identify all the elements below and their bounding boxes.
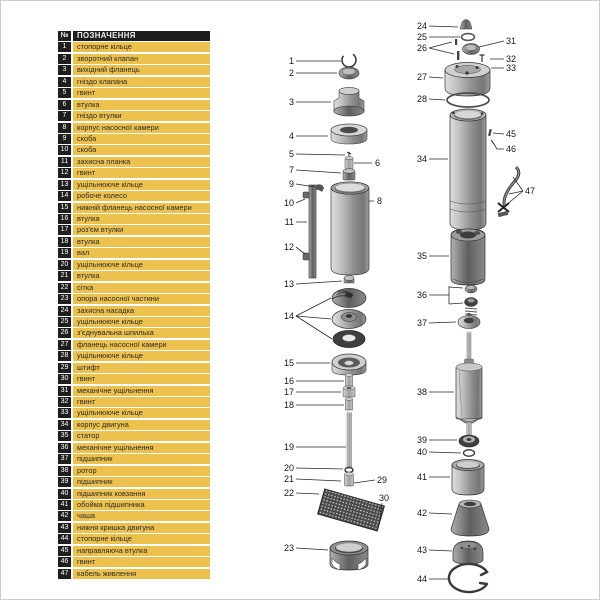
part-seal-ring-20 — [345, 468, 353, 473]
part-bushing-seat — [343, 169, 355, 180]
part-bushing-6 — [345, 156, 353, 169]
row-number: 46 — [58, 557, 71, 567]
callout-31: 31 — [506, 36, 517, 46]
row-number: 15 — [58, 203, 71, 213]
part-protective-strip — [303, 184, 324, 278]
row-label: ущільнююче кільце — [73, 260, 210, 270]
callout-42: 42 — [416, 508, 427, 518]
row-label: механічне ущільнення — [73, 386, 210, 396]
part-cup — [451, 500, 489, 536]
callout-2: 2 — [288, 68, 294, 78]
part-screw-46 — [491, 140, 494, 144]
row-label: фланець насосної камери — [73, 340, 210, 350]
row-label: механічне ущільнення — [73, 443, 210, 453]
row-number: 16 — [58, 214, 71, 224]
row-number: 3 — [58, 65, 71, 75]
part-sleeve-16 — [346, 374, 353, 387]
callout-1: 1 — [288, 56, 294, 66]
part-lower-motor-cap — [453, 541, 483, 564]
row-label: обойма підшипника — [73, 500, 210, 510]
callout-19: 19 — [283, 442, 294, 452]
part-sleeve-18 — [346, 398, 353, 411]
row-number: 29 — [58, 363, 71, 373]
row-number: 11 — [58, 157, 71, 167]
callout-17: 17 — [283, 387, 294, 397]
row-number: 18 — [58, 237, 71, 247]
motor-section-parts — [445, 20, 519, 593]
part-power-cable — [498, 167, 519, 217]
row-label: втулка — [73, 214, 210, 224]
row-number: 27 — [58, 340, 71, 350]
part-shaft — [347, 412, 352, 467]
callout-10: 10 — [283, 198, 294, 208]
row-number: 7 — [58, 111, 71, 121]
callout-26: 26 — [416, 43, 427, 53]
row-number: 28 — [58, 351, 71, 361]
part-impeller-stack — [332, 289, 366, 348]
part-chamber-flange — [445, 63, 490, 97]
row-number: 19 — [58, 248, 71, 258]
callout-5: 5 — [288, 149, 294, 159]
row-label: з'єднувальна шпилька — [73, 328, 210, 338]
row-label: втулка — [73, 271, 210, 281]
row-label: кабель живлення — [73, 569, 210, 579]
callout-33: 33 — [506, 63, 517, 73]
row-label: ущільнююче кільце — [73, 180, 210, 190]
row-number: 45 — [58, 546, 71, 556]
row-number: 40 — [58, 489, 71, 499]
callout-28: 28 — [416, 94, 427, 104]
row-number: 34 — [58, 420, 71, 430]
callout-14: 14 — [283, 311, 294, 321]
row-number: 10 — [58, 145, 71, 155]
part-screw-32 — [480, 55, 485, 62]
callout-34: 34 — [416, 154, 427, 164]
callout-23: 23 — [283, 543, 294, 553]
callout-20: 20 — [283, 463, 294, 473]
row-label: сітка — [73, 283, 210, 293]
row-label: підшипник — [73, 477, 210, 487]
callout-21: 21 — [283, 474, 294, 484]
row-label: ущільнююче кільце — [73, 351, 210, 361]
callout-6: 6 — [375, 158, 381, 168]
row-label: підшипник ковзання — [73, 489, 210, 499]
row-label: вал — [73, 248, 210, 258]
part-lower-flange — [332, 354, 366, 375]
callout-13: 13 — [283, 279, 294, 289]
row-number: 23 — [58, 294, 71, 304]
part-outlet-flange — [334, 87, 364, 116]
part-screw-12 — [303, 253, 309, 260]
row-number: 32 — [58, 397, 71, 407]
row-label: нижній фланець насосної камери — [73, 203, 210, 213]
part-bearing-39 — [459, 435, 479, 447]
row-number: 21 — [58, 271, 71, 281]
callout-9: 9 — [288, 179, 294, 189]
callout-37: 37 — [416, 318, 427, 328]
callout-43: 43 — [416, 545, 427, 555]
row-number: 39 — [58, 477, 71, 487]
callout-7: 7 — [288, 165, 294, 175]
part-mesh-screen — [318, 489, 385, 531]
callout-24: 24 — [416, 21, 427, 31]
row-label: скоба — [73, 145, 210, 155]
row-number: 4 — [58, 77, 71, 87]
part-motor-body — [450, 109, 486, 230]
row-number: 26 — [58, 328, 71, 338]
row-number: 17 — [58, 225, 71, 235]
row-number: 38 — [58, 466, 71, 476]
callout-35: 35 — [416, 251, 427, 261]
part-sleeve-connector-17 — [343, 386, 355, 397]
row-label: чаша — [73, 511, 210, 521]
part-sleeve-21 — [345, 472, 354, 486]
row-label: нижня кришка двигуна — [73, 523, 210, 533]
callout-29: 29 — [377, 475, 388, 485]
row-number: 33 — [58, 408, 71, 418]
part-sliding-bearing-40 — [464, 450, 475, 456]
part-bearing-holder — [452, 460, 484, 496]
part-guide-bushing-45 — [488, 129, 492, 136]
row-label: гвинт — [73, 168, 210, 178]
row-number: 30 — [58, 374, 71, 384]
part-clip-9 — [316, 184, 324, 192]
part-pump-support — [330, 541, 368, 570]
callout-4: 4 — [288, 131, 294, 141]
row-number: 13 — [58, 180, 71, 190]
row-label: ущільнююче кільце — [73, 408, 210, 418]
callout-3: 3 — [288, 97, 294, 107]
row-label: гніздо втулки — [73, 111, 210, 121]
callout-8: 8 — [377, 196, 383, 206]
exploded-view-diagram — [1, 1, 600, 600]
callout-46: 46 — [506, 144, 517, 154]
header-name-cell: ПОЗНАЧЕННЯ — [73, 31, 210, 41]
row-label: гвинт — [73, 374, 210, 384]
row-number: 35 — [58, 431, 71, 441]
row-label: скоба — [73, 134, 210, 144]
callout-16: 16 — [283, 376, 294, 386]
row-label: корпус двигуна — [73, 420, 210, 430]
row-number: 1 — [58, 42, 71, 52]
part-studs-26 — [455, 39, 459, 60]
row-label: втулка — [73, 100, 210, 110]
row-number: 8 — [58, 123, 71, 133]
callout-44: 44 — [416, 574, 427, 584]
row-label: корпус насосної камери — [73, 123, 210, 133]
row-number: 43 — [58, 523, 71, 533]
callout-12: 12 — [283, 242, 294, 252]
row-number: 22 — [58, 283, 71, 293]
part-clip-10 — [303, 192, 309, 198]
callout-18: 18 — [283, 400, 294, 410]
callout-36: 36 — [416, 290, 427, 300]
pump-section-parts — [303, 50, 384, 570]
callout-38: 38 — [416, 387, 427, 397]
part-seal-ring-13 — [344, 275, 354, 283]
row-label: втулка — [73, 237, 210, 247]
callout-25: 25 — [416, 32, 427, 42]
row-label: статор — [73, 431, 210, 441]
row-number: 41 — [58, 500, 71, 510]
row-label: підшипник — [73, 454, 210, 464]
part-check-valve — [339, 67, 359, 79]
part-stop-ring-44 — [449, 564, 487, 592]
callout-41: 41 — [416, 472, 427, 482]
row-number: 36 — [58, 443, 71, 453]
row-number: 14 — [58, 191, 71, 201]
part-protective-nozzle — [460, 20, 472, 30]
callout-45: 45 — [506, 129, 517, 139]
row-label: роз'єм втулки — [73, 225, 210, 235]
row-number: 37 — [58, 454, 71, 464]
callout-15: 15 — [283, 358, 294, 368]
row-number: 20 — [58, 260, 71, 270]
row-number: 24 — [58, 306, 71, 316]
part-oring-25 — [462, 34, 475, 41]
row-number: 12 — [58, 168, 71, 178]
part-mech-seal-31 — [463, 44, 480, 55]
row-label: зворотний клапан — [73, 54, 210, 64]
row-label: захисна планка — [73, 157, 210, 167]
row-label: стопорне кільце — [73, 534, 210, 544]
callout-22: 22 — [283, 488, 294, 498]
row-number: 47 — [58, 569, 71, 579]
callout-40: 40 — [416, 447, 427, 457]
row-label: направляюча втулка — [73, 546, 210, 556]
row-number: 42 — [58, 511, 71, 521]
callout-27: 27 — [416, 72, 427, 82]
part-pump-chamber-body — [331, 182, 369, 275]
row-number: 9 — [58, 134, 71, 144]
part-valve-seat — [331, 124, 367, 144]
part-stator — [451, 229, 485, 285]
row-label: гвинт — [73, 557, 210, 567]
callout-47: 47 — [525, 186, 536, 196]
callout-30: 30 — [379, 493, 390, 503]
callout-39: 39 — [416, 435, 427, 445]
row-label: опора насосної частини — [73, 294, 210, 304]
callout-11: 11 — [284, 217, 294, 227]
row-label: гніздо клапана — [73, 77, 210, 87]
row-number: 6 — [58, 100, 71, 110]
row-label: штифт — [73, 363, 210, 373]
row-number: 2 — [58, 54, 71, 64]
row-number: 44 — [58, 534, 71, 544]
header-number-cell: № — [58, 31, 71, 41]
callout-32: 32 — [506, 54, 517, 64]
row-number: 25 — [58, 317, 71, 327]
row-label: ротор — [73, 466, 210, 476]
row-number: 31 — [58, 386, 71, 396]
row-number: 5 — [58, 88, 71, 98]
part-rotor — [456, 331, 482, 443]
row-label: гвинт — [73, 88, 210, 98]
row-label: гвинт — [73, 397, 210, 407]
row-label: вихідний фланець — [73, 65, 210, 75]
row-label: ущільнююче кільце — [73, 317, 210, 327]
part-mech-seal-36 — [465, 285, 478, 315]
row-label: робоче колесо — [73, 191, 210, 201]
row-label: стопорне кільце — [73, 42, 210, 52]
row-label: захисна насадка — [73, 306, 210, 316]
